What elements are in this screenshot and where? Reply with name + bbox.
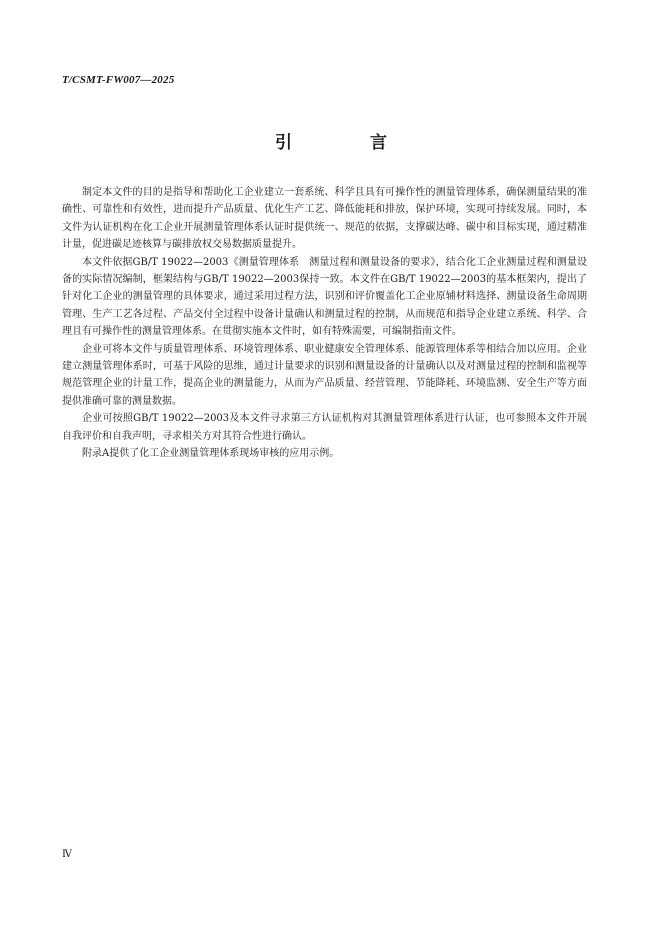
paragraph-basis: 本文件依据GB/T 19022—2003《测量管理体系 测量过程和测量设备的要求》，结合化工企业测量过程和测量设备的实际情况编制，框架结构与GB/T 19022—2003保持一致。本文件在GB/T 19022—2003的基本框架内，提出了针对化工企业的测量管理的具体要求，通过采用过程方法，识别和评价覆盖化工企业原辅材料选择、测量设备生命周期管理、生产工艺各过程、产品交付全过程中设备计量确认和测量过程的控制，从而规范和指导企业建立系统、科学、合理且有可操作性的测量管理体系。在贯彻实施本文件时，如有特殊需要，可编制指南文件。 — [62, 256, 587, 338]
paragraph-certification: 企业可按照GB/T 19022—2003及本文件寻求第三方认证机构对其测量管理体系进行认证，也可参照本文件开展自我评价和自我声明，寻求相关方对其符合性进行确认。 — [62, 413, 587, 442]
paragraph-integration: 企业可将本文件与质量管理体系、环境管理体系、职业健康安全管理体系、能源管理体系等相结合加以应用。企业建立测量管理体系时，可基于风险的思维，通过计量要求的识别和测量设备的计量确认以及对测量过程的控制和监视等规范管理企业的计量工作，提高企业的测量能力，从而为产品质量、经营管理、节能降耗、环境监测、安全生产等方面提供准确可靠的测量数据。 — [62, 343, 587, 407]
page-number: Ⅳ — [62, 849, 72, 860]
paragraph-appendix: 附录A提供了化工企业测量管理体系现场审核的应用示例。 — [82, 448, 340, 460]
document-code: T/CSMT-FW007—2025 — [62, 74, 175, 86]
paragraph-purpose: 制定本文件的目的是指导和帮助化工企业建立一套系统、科学且具有可操作性的测量管理体系，确保测量结果的准确性、可靠性和有效性，进而提升产品质量、优化生产工艺、降低能耗和排放，保护环境，实现可持续发展。同时，本文件为认证机构在化工企业开展测量管理体系认证时提供统一、规范的依据，支撑碳达峰、碳中和目标实现，通过精准计量，促进碳足迹核算与碳排放权交易数据质量提升。 — [62, 187, 587, 251]
section-title: 引 言 — [275, 133, 423, 153]
introduction-body — [62, 184, 587, 463]
